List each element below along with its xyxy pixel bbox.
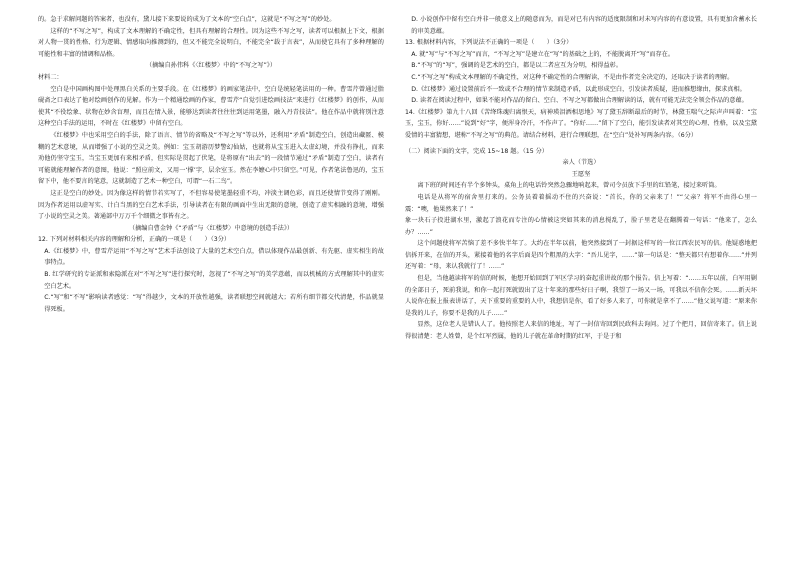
story-author: 王愿坚 bbox=[571, 170, 591, 178]
question-12-option-c: C.“写”和“不写”影响读者感觉：“写”得越少，文本的开放性越强，读者联想空间就越大；若所有细节都交代清楚，作品就显得死板。 bbox=[44, 294, 384, 313]
story-paragraph-6: 显然，这位老人是错认人了。他按照老人来信的地址，写了一封信寄回到民政科去询问。过了个把月，回信寄来了。信上说得很清楚：老人姓曾，是个红军烈属，他的儿子就在革命时期的红军，于是于和 bbox=[405, 321, 757, 341]
question-12-option-d: D. 小说创作中留有空白并非一般意义上的随意而为，而是对已有内容的适度限制和对未写内容的有意设置，具有更加含蓄永长的审美意蕴。 bbox=[411, 16, 757, 35]
story-paragraph-1: 离下班的时间还有半个多钟头，桌角上的电话铃突然急骤地响起来，曾司令员放下手里的红铅笔，接过来听筒。 bbox=[417, 182, 721, 190]
source-citation-1: （摘编自孙伟科《〈红楼梦〉中的“不写之写”》） bbox=[145, 62, 277, 70]
material-2-heading: 材料二： bbox=[38, 73, 63, 81]
material-2-paragraph-3: 这正是空白的妙处。因为像这样的情节若实写了，不但容易使笔墨轻重不均，冲淡主调色彩，而且还使情节变得了刚刚。因为作者运用以虚写实、计白当黑的空白艺术手法，引导读者在有限的画面中生出无限的意境，创造了虚实相融的意境，增强了小说的空灵之美。著通部中万万千个细微之事皆有之。 bbox=[38, 189, 384, 221]
story-paragraph-2: 电话是从将军的宿舍里打来的。公务员着着摇动不住的兴奋说：“首长，你的父亲来了！”“父亲？将军不由得心里一震：“噢，他果然来了！” bbox=[405, 193, 757, 213]
question-13-option-a: A. 就“写”与“不写之写”而言，“不写之写”是建立在“写”的基础之上的，不能脱离开“写”而存在。 bbox=[411, 50, 675, 58]
section-2-heading: （二）阅读下面的文字，完成 15~18 题。（15 分） bbox=[405, 147, 548, 155]
material-2-paragraph-1: 空白是中国画构图中处理黑白关系的主要手段。在《红楼梦》的画家笔法中，空白是统轻笔法用的一种。曹雪芹曾通过脂砚斋之口表达了他对绘画创作的见解。作为一个精通绘画的作家，曹雪芹“自觉引进绘画技法”来进行《红楼梦》的创作，从而使其“不役绘象、状物在妙含盲理，而且在情入景，能够达到读者往往往到运用笔墨，融入丹青技法”。他在作品中就将别注意这种空白手法的运用，不时在《红楼梦》中留有空白。 bbox=[38, 85, 384, 128]
question-14: 14.《红楼梦》第九十八回《苦绛珠魂归离恨天，病神瑛泪洒相思地》写了黛玉辞断最后的时节，林黛玉喘气之际声声叫着：“宝玉，宝玉，你好……”说到“好”字，便浑身冷汗，不作声了。“你好……”留下了空白，能引发读者对其空的心理、性格，以及宝黛爱情的丰富猜想，堪称“不写之写”的典范。请结合材料，进行合理联想，在“空白”处补写两条内容。（6分） bbox=[405, 108, 757, 139]
left-column bbox=[38, 14, 384, 315]
story-title: 亲人（节选） bbox=[562, 159, 600, 167]
story-paragraph-3: 象一块石子投进湖水里，激起了浪花而专注的心情被这突如其来的消息搅乱了，脸子里老是在翻腾着一句话：“他来了，怎么办？……” bbox=[405, 217, 757, 236]
question-13-option-c: C.“不写之写”构成文本理解的不确定性，对这种不确定性的合理解读，不是由作者完全决定的，还取决于读者的理解。 bbox=[411, 73, 734, 81]
question-12-option-b: B. 红学研究的专证派和索隐派在对“不写之写”进行探究时，忽视了“不写之写”的美学意蕴，而以机械的方式理解其中的虚实空白艺术。 bbox=[44, 271, 384, 290]
material-2-paragraph-2: 《红楼梦》中也采用空白的手法，除了语言、情节的省略及“不写之写”等以外，还利用“矛盾”制造空白，创造出藏匿、模糊的艺术意境，从而增强了小说的空灵之美。例如：宝玉胡游历梦警幻仙姑，也就将从宝玉进入太虚幻境，并没有挣扎，而来劝他仍坚守宝玉，当宝玉更加有来相矛盾，但实际是贯起了伏笔，是将原有“出去”的一段情节通过“矛盾”制造了空白，读者有可能就能理解作者的意图，他说：“照应前文，又用一‘撑’字，层余室玉。然在李嬷心中只留空。”可见，作者笔法鲁迅的，宝玉留下中，他不要言的笔意，这就制造了艺术一种空白，可谓“一石二鸟”。 bbox=[38, 131, 384, 186]
story-paragraph-4: 这个问题使将军苦恼了差不多快半年了。大约在半年以前，他突然接到了一封据这样写的一位江西农民写的信。他疑惑地把信拆开来，在信的开头，紧接着他的名字后面是四个粗黑的大字：“吾儿见字，……”第一句话是：“整天都只有想着你……”并列还写着：“母，来认我就行了！……” bbox=[405, 240, 757, 271]
question-13-option-d2: D. 读者在阅读过程中，如果不能对作品的留白、空白、不写之写都做出合理解读的话，就有可能无法完全领会作品的意蕴。 bbox=[411, 97, 748, 105]
intro-paragraph-2: 这样的“不写之写”，构成了文本理解的不确定性，但具有理解的合理性。因为这些不写之写，读者可以根据上下文，根据对人物一贯的性格、行为逻辑、情感取向推测到的，但又不能完全说明白，不能完全“载于言表”，从而使它具有了多种理解的可能性和丰富的情调和品格。 bbox=[38, 27, 384, 58]
story-paragraph-5: 但是，当他越读将军的信的时候，他想开始回到了军区学习的奋起重讲故的那个报告。信上写着：“……五年以前，白军用剿的全部日子，死前我说，和你一起打死就毁出了这十年来的那些好日子啊，我望了一场又一场，可我以不信你会死。……新天坏人说你在报上报表讲话了，天下重要的重要的人中，我想信是你，看了好多人来了，可你就是拿不了……”他父说写道：“原来你是我的儿子，你要不是我的儿子……” bbox=[405, 275, 757, 317]
intro-paragraph: 的。急于求解问题的答案者，也没有，黛儿接下来要说的成为了文本的“空白点”，这就是“不写之写”的妙处。 bbox=[38, 16, 336, 23]
question-13: 13. 根据材料内容，下列说法不正确的一项是（ ）（3分） bbox=[405, 39, 573, 47]
right-column bbox=[405, 14, 757, 343]
question-12-option-a: A.《红楼梦》中，曹雪芹运用“不写之写”艺术手法创设了大量的艺术空白点，借以体现作品最创新、有先驱、虚实相生的故事特点。 bbox=[44, 247, 384, 267]
question-12: 12. 下列对材料相关内容的理解和分析，正确的一项是（ ）（3分） bbox=[38, 236, 231, 244]
question-13-option-b: B.“不写”的“写”，强调的是艺术的空白，都是以二者应互为分明，相得益彰。 bbox=[411, 62, 623, 70]
question-13-option-d: D.《红楼梦》通过设置前后不一致或不合理的情节来制造矛盾，以此形成空白，引发读者质疑，进而推想缘由，探求真相。 bbox=[411, 85, 746, 93]
source-citation-2: （摘编自曹金钟《“矛盾”与〈红楼梦〉中意境的创造手法》） bbox=[128, 224, 294, 232]
